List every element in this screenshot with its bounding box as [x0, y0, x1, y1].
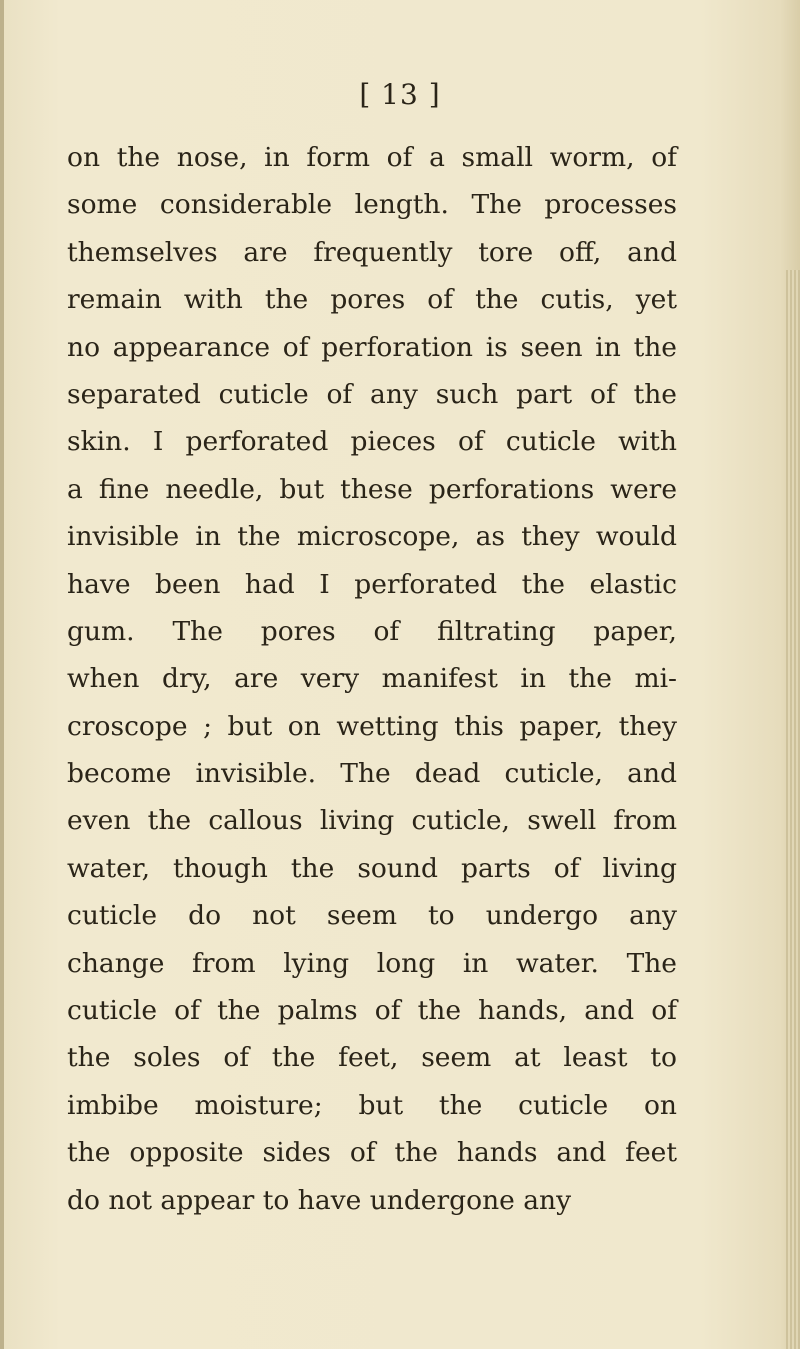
text-line: have been had I perforated the elastic: [67, 568, 677, 600]
text-line: croscope ; but on wetting this paper, they: [67, 710, 677, 742]
text-line: the opposite sides of the hands and feet: [67, 1137, 677, 1169]
text-line: the soles of the feet, seem at least to: [67, 1042, 677, 1074]
text-line: no appearance of perforation is seen in the: [67, 331, 677, 363]
text-line: invisible in the microscope, as they would: [67, 521, 677, 553]
text-line: water, though the sound parts of living: [67, 852, 677, 884]
page-left-edge: [0, 0, 4, 1349]
text-line: separated cuticle of any such part of the: [67, 378, 677, 410]
page-number-header: [ 13 ]: [359, 78, 441, 111]
text-line: even the callous living cuticle, swell from: [67, 805, 677, 837]
text-line: remain with the pores of the cutis, yet: [67, 284, 677, 316]
text-line: themselves are frequently tore off, and: [67, 236, 677, 268]
page-binding-shadow: [786, 270, 800, 1349]
text-line: do not appear to have undergone any: [67, 1184, 572, 1216]
text-line: gum. The pores of filtrating paper,: [67, 615, 677, 647]
body-text: [67, 134, 677, 1224]
text-line: a fine needle, but these perforations were: [67, 473, 677, 505]
text-line: on the nose, in form of a small worm, of: [67, 142, 677, 173]
text-line: cuticle do not seem to undergo any: [67, 900, 677, 932]
text-line: skin. I perforated pieces of cuticle with: [67, 426, 677, 458]
text-line: imbibe moisture; but the cuticle on: [67, 1089, 677, 1121]
text-line: change from lying long in water. The: [67, 947, 677, 979]
text-line: cuticle of the palms of the hands, and of: [67, 995, 677, 1027]
text-line: become invisible. The dead cuticle, and: [67, 758, 677, 790]
text-line: some considerable length. The processes: [67, 189, 677, 221]
text-line: when dry, are very manifest in the mi-: [67, 663, 677, 695]
